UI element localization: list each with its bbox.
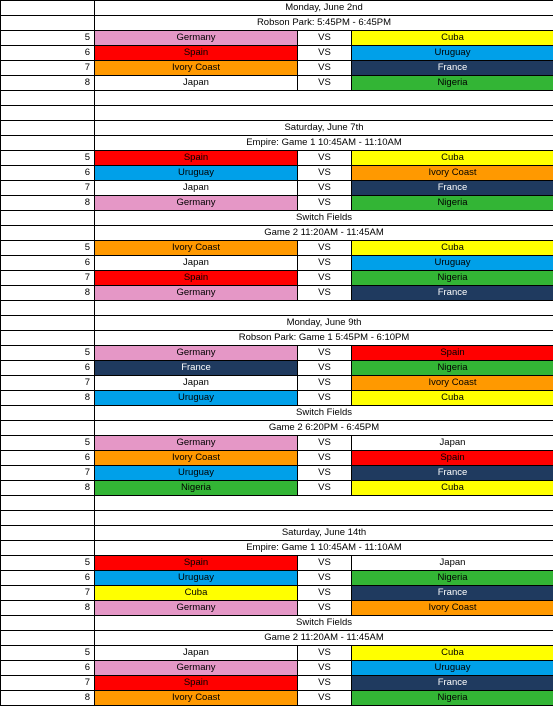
match-row (1, 391, 553, 406)
blank-cell[interactable] (95, 106, 553, 121)
blank-cell[interactable] (95, 301, 553, 316)
home-team[interactable]: France (95, 361, 298, 376)
versus-label[interactable]: VS (298, 166, 352, 181)
field-number[interactable]: 6 (1, 571, 95, 586)
home-team[interactable]: Germany (95, 286, 298, 301)
away-team[interactable]: France (352, 286, 553, 301)
home-team[interactable]: Cuba (95, 586, 298, 601)
field-number[interactable]: 7 (1, 181, 95, 196)
section-header[interactable]: Robson Park: 5:45PM - 6:45PM (95, 16, 553, 31)
section-header[interactable]: Game 2 11:20AM - 11:45AM (95, 226, 553, 241)
section-header[interactable]: Game 2 11:20AM - 11:45AM (95, 631, 553, 646)
versus-label[interactable]: VS (298, 31, 352, 46)
versus-label[interactable]: VS (298, 601, 352, 616)
versus-label[interactable]: VS (298, 271, 352, 286)
away-team[interactable]: Nigeria (352, 76, 553, 91)
home-team[interactable]: Germany (95, 196, 298, 211)
section-header-row (1, 541, 553, 556)
home-team[interactable]: Japan (95, 646, 298, 661)
section-header[interactable]: Switch Fields (95, 211, 553, 226)
field-number[interactable]: 5 (1, 346, 95, 361)
section-header[interactable]: Empire: Game 1 10:45AM - 11:10AM (95, 136, 553, 151)
field-number[interactable]: 7 (1, 676, 95, 691)
home-team[interactable]: Germany (95, 346, 298, 361)
row-number-cell[interactable] (1, 616, 95, 631)
field-number[interactable]: 5 (1, 556, 95, 571)
section-header-row (1, 226, 553, 241)
field-number[interactable]: 8 (1, 286, 95, 301)
field-number[interactable]: 6 (1, 451, 95, 466)
section-header-row (1, 136, 553, 151)
away-team[interactable]: Ivory Coast (352, 166, 553, 181)
section-header-row (1, 526, 553, 541)
field-number[interactable]: 5 (1, 151, 95, 166)
blank-cell[interactable] (95, 496, 553, 511)
away-team[interactable]: Cuba (352, 391, 553, 406)
home-team[interactable]: Spain (95, 271, 298, 286)
row-number-cell[interactable] (1, 331, 95, 346)
match-row (1, 286, 553, 301)
section-header-row (1, 631, 553, 646)
section-header[interactable]: Game 2 6:20PM - 6:45PM (95, 421, 553, 436)
home-team[interactable]: Nigeria (95, 481, 298, 496)
home-team[interactable]: Japan (95, 76, 298, 91)
section-header-row (1, 1, 553, 16)
match-row (1, 691, 553, 706)
versus-label[interactable]: VS (298, 466, 352, 481)
match-row (1, 556, 553, 571)
versus-label[interactable]: VS (298, 286, 352, 301)
row-number-cell[interactable] (1, 226, 95, 241)
away-team[interactable]: France (352, 181, 553, 196)
match-row (1, 661, 553, 676)
home-team[interactable]: Germany (95, 31, 298, 46)
versus-label[interactable]: VS (298, 76, 352, 91)
match-row (1, 181, 553, 196)
section-header-row (1, 616, 553, 631)
away-team[interactable]: Cuba (352, 646, 553, 661)
row-number-cell[interactable] (1, 136, 95, 151)
field-number[interactable]: 6 (1, 661, 95, 676)
row-number-cell[interactable] (1, 121, 95, 136)
away-team[interactable]: Ivory Coast (352, 601, 553, 616)
away-team[interactable]: Uruguay (352, 256, 553, 271)
field-number[interactable]: 6 (1, 46, 95, 61)
home-team[interactable]: Spain (95, 46, 298, 61)
schedule-body (1, 1, 553, 706)
versus-label[interactable]: VS (298, 481, 352, 496)
versus-label[interactable]: VS (298, 256, 352, 271)
match-row (1, 76, 553, 91)
field-number[interactable]: 7 (1, 376, 95, 391)
section-header-row (1, 406, 553, 421)
away-team[interactable]: Uruguay (352, 661, 553, 676)
home-team[interactable]: Germany (95, 601, 298, 616)
versus-label[interactable]: VS (298, 556, 352, 571)
row-number-cell[interactable] (1, 526, 95, 541)
section-header-row (1, 121, 553, 136)
row-number-cell[interactable] (1, 316, 95, 331)
versus-label[interactable]: VS (298, 661, 352, 676)
match-row (1, 166, 553, 181)
away-team[interactable]: Cuba (352, 151, 553, 166)
row-number-cell[interactable] (1, 631, 95, 646)
match-row (1, 361, 553, 376)
away-team[interactable]: Japan (352, 436, 553, 451)
home-team[interactable]: Germany (95, 661, 298, 676)
home-team[interactable]: Uruguay (95, 391, 298, 406)
versus-label[interactable]: VS (298, 376, 352, 391)
match-row (1, 271, 553, 286)
blank-cell[interactable] (95, 511, 553, 526)
home-team[interactable]: Ivory Coast (95, 451, 298, 466)
away-team[interactable]: Nigeria (352, 691, 553, 706)
field-number[interactable]: 8 (1, 76, 95, 91)
match-row (1, 31, 553, 46)
versus-label[interactable]: VS (298, 586, 352, 601)
section-header[interactable]: Monday, June 2nd (95, 1, 553, 16)
away-team[interactable]: France (352, 61, 553, 76)
match-row (1, 46, 553, 61)
home-team[interactable]: Uruguay (95, 571, 298, 586)
away-team[interactable]: Spain (352, 451, 553, 466)
match-row (1, 451, 553, 466)
field-number[interactable]: 7 (1, 271, 95, 286)
home-team[interactable]: Japan (95, 256, 298, 271)
versus-label[interactable]: VS (298, 391, 352, 406)
section-header-row (1, 16, 553, 31)
blank-row (1, 496, 553, 511)
blank-row (1, 91, 553, 106)
match-row (1, 646, 553, 661)
row-number-cell[interactable] (1, 406, 95, 421)
away-team[interactable]: France (352, 586, 553, 601)
away-team[interactable]: Ivory Coast (352, 376, 553, 391)
field-number[interactable]: 6 (1, 361, 95, 376)
versus-label[interactable]: VS (298, 61, 352, 76)
blank-cell[interactable] (95, 91, 553, 106)
away-team[interactable]: Nigeria (352, 361, 553, 376)
row-number-cell[interactable] (1, 496, 95, 511)
blank-row (1, 511, 553, 526)
field-number[interactable]: 8 (1, 196, 95, 211)
match-row (1, 481, 553, 496)
blank-row (1, 301, 553, 316)
home-team[interactable]: Uruguay (95, 466, 298, 481)
home-team[interactable]: Germany (95, 436, 298, 451)
field-number[interactable]: 7 (1, 61, 95, 76)
match-row (1, 601, 553, 616)
section-header[interactable]: Empire: Game 1 10:45AM - 11:10AM (95, 541, 553, 556)
versus-label[interactable]: VS (298, 361, 352, 376)
section-header[interactable]: Saturday, June 14th (95, 526, 553, 541)
field-number[interactable]: 7 (1, 466, 95, 481)
home-team[interactable]: Ivory Coast (95, 61, 298, 76)
away-team[interactable]: Cuba (352, 241, 553, 256)
field-number[interactable]: 6 (1, 166, 95, 181)
row-number-cell[interactable] (1, 16, 95, 31)
away-team[interactable]: Spain (352, 346, 553, 361)
match-row (1, 466, 553, 481)
row-number-cell[interactable] (1, 301, 95, 316)
field-number[interactable]: 5 (1, 646, 95, 661)
section-header[interactable]: Saturday, June 7th (95, 121, 553, 136)
away-team[interactable]: Nigeria (352, 571, 553, 586)
section-header-row (1, 211, 553, 226)
match-row (1, 196, 553, 211)
home-team[interactable]: Spain (95, 676, 298, 691)
row-number-cell[interactable] (1, 511, 95, 526)
field-number[interactable]: 7 (1, 586, 95, 601)
versus-label[interactable]: VS (298, 646, 352, 661)
blank-row (1, 106, 553, 121)
row-number-cell[interactable] (1, 1, 95, 16)
field-number[interactable]: 8 (1, 601, 95, 616)
row-number-cell[interactable] (1, 91, 95, 106)
versus-label[interactable]: VS (298, 436, 352, 451)
field-number[interactable]: 8 (1, 481, 95, 496)
match-row (1, 346, 553, 361)
section-header[interactable]: Switch Fields (95, 406, 553, 421)
field-number[interactable]: 8 (1, 391, 95, 406)
versus-label[interactable]: VS (298, 346, 352, 361)
home-team[interactable]: Japan (95, 181, 298, 196)
versus-label[interactable]: VS (298, 181, 352, 196)
home-team[interactable]: Spain (95, 151, 298, 166)
away-team[interactable]: Cuba (352, 31, 553, 46)
section-header-row (1, 421, 553, 436)
versus-label[interactable]: VS (298, 691, 352, 706)
versus-label[interactable]: VS (298, 676, 352, 691)
section-header-row (1, 316, 553, 331)
field-number[interactable]: 5 (1, 241, 95, 256)
row-number-cell[interactable] (1, 421, 95, 436)
home-team[interactable]: Ivory Coast (95, 691, 298, 706)
match-row (1, 256, 553, 271)
away-team[interactable]: Japan (352, 556, 553, 571)
versus-label[interactable]: VS (298, 151, 352, 166)
versus-label[interactable]: VS (298, 571, 352, 586)
away-team[interactable]: Nigeria (352, 196, 553, 211)
versus-label[interactable]: VS (298, 196, 352, 211)
section-header[interactable]: Switch Fields (95, 616, 553, 631)
row-number-cell[interactable] (1, 541, 95, 556)
section-header-row (1, 331, 553, 346)
section-header[interactable]: Monday, June 9th (95, 316, 553, 331)
home-team[interactable]: Japan (95, 376, 298, 391)
match-row (1, 676, 553, 691)
match-row (1, 571, 553, 586)
match-row (1, 151, 553, 166)
away-team[interactable]: France (352, 466, 553, 481)
versus-label[interactable]: VS (298, 451, 352, 466)
match-row (1, 61, 553, 76)
home-team[interactable]: Ivory Coast (95, 241, 298, 256)
versus-label[interactable]: VS (298, 46, 352, 61)
away-team[interactable]: Cuba (352, 481, 553, 496)
match-row (1, 586, 553, 601)
field-number[interactable]: 8 (1, 691, 95, 706)
away-team[interactable]: France (352, 676, 553, 691)
away-team[interactable]: Uruguay (352, 46, 553, 61)
match-row (1, 376, 553, 391)
home-team[interactable]: Uruguay (95, 166, 298, 181)
field-number[interactable]: 5 (1, 436, 95, 451)
home-team[interactable]: Spain (95, 556, 298, 571)
row-number-cell[interactable] (1, 106, 95, 121)
away-team[interactable]: Nigeria (352, 271, 553, 286)
match-row (1, 436, 553, 451)
versus-label[interactable]: VS (298, 241, 352, 256)
row-number-cell[interactable] (1, 211, 95, 226)
section-header[interactable]: Robson Park: Game 1 5:45PM - 6:10PM (95, 331, 553, 346)
field-number[interactable]: 6 (1, 256, 95, 271)
field-number[interactable]: 5 (1, 31, 95, 46)
match-row (1, 241, 553, 256)
